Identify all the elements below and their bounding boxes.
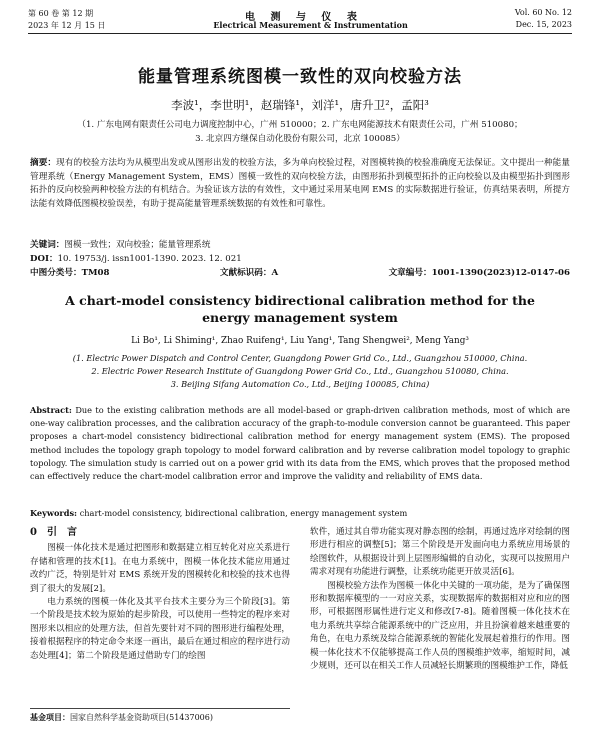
- abstract-zh: [30, 157, 570, 211]
- volume-issue-en: Vol. 60 No. 12: [514, 8, 572, 17]
- clc-label: 中图分类号：: [30, 268, 82, 278]
- affiliation-en-line: 2. Electric Power Research Institute of Guangdong Power Grid Co., Ltd., Guangzhou 510080, China.: [91, 366, 509, 376]
- keywords-en-label: Keywords:: [30, 508, 78, 518]
- body-paragraph: 图模校验方法作为图模一体化中关键的一项功能，是为了确保图形和数据库模型的一一对应关系，实现数据库的数据相对应和应的图形，可根据图形属性进行定义和修改[7-8]。随着图模一体化技术在电力系统共享综合能源系统中的广泛应用，并且扮演着越来越重要的角色，在电力系统及综合能源系统的智能化发展起着推行的作用。图模一体化技术不仅能够提高工作人员的图模维护效率，缩短时间，减少规则，还可以在相关工作人员减轻长期繁琐的图模维护工作，降低: [310, 580, 570, 672]
- clc-value: TM08: [81, 268, 110, 278]
- article-no-value: 1001-1390(2023)12-0147-06: [431, 268, 570, 278]
- journal-name-en: Electrical Measurement & Instrumentation: [213, 20, 408, 30]
- section-heading: 0 引 言: [30, 527, 77, 538]
- keywords-zh-label: 关键词：: [30, 240, 65, 250]
- clc-number: [30, 266, 109, 278]
- header-rule: [28, 33, 572, 34]
- running-header-bottom: [28, 20, 572, 31]
- keywords-zh-text: 图模一致性；双向校验；能量管理系统: [64, 240, 211, 250]
- journal-name-zh: 电 测 与 仪 表: [244, 12, 363, 23]
- doi-value: 10. 19753/j. issn1001-1390. 2023. 12. 021: [57, 254, 242, 264]
- classification-row: [30, 266, 570, 278]
- affiliation-zh-line: （1. 广东电网有限责任公司电力调度控制中心，广州 510000；2. 广东电网能源技术有限责任公司，广州 510080；: [77, 120, 523, 130]
- affiliations-zh: [30, 118, 570, 146]
- body-paragraph: 电力系统的图模一体化及其平台技术主要分为三个阶段[3]。第一个阶段是技术较为原始的起步阶段，可以使用一些特定的程序来对图形来以相应的处理方法，但首先要针对不同的图形进行编程处理，接着根据程序的特定命令来逐一画出，最后在通过相应的程序进行动态处理[4]；第二个阶段是通过借助专门的绘图: [30, 597, 290, 661]
- body-paragraph: 图模一体化技术是通过把图形和数据建立相互转化对应关系进行存储和管理的技术[1]。在电力系统中，图模一体化技术能应用通过改约广泛，特别是针对 EMS 系统开发的图模转化和校验的技术也得到了很大的发展[2]。: [30, 543, 290, 594]
- date-en: Dec. 15, 2023: [515, 20, 572, 29]
- abstract-zh-label: 摘要：: [30, 158, 57, 168]
- doc-code-value: A: [271, 268, 279, 278]
- keywords-en-text: chart-model consistency, bidirectional calibration, energy management system: [79, 508, 408, 518]
- body-column-right: [310, 526, 570, 673]
- keywords-en: [30, 508, 570, 518]
- affiliations-en: [40, 352, 560, 391]
- body-column-left: [30, 526, 290, 663]
- authors-en: Li Bo¹, Li Shiming¹, Zhao Ruifeng¹, Liu Yang¹, Tang Shengwei², Meng Yang³: [131, 336, 469, 346]
- fund-text: 国家自然科学基金资助项目(51437006): [70, 713, 213, 722]
- paper-title-zh: 能量管理系统图模一致性的双向校验方法: [138, 67, 462, 87]
- document-code: [220, 266, 278, 278]
- fund-label: 基金项目：: [30, 712, 70, 722]
- keywords-zh: [30, 238, 570, 250]
- abstract-en-text: Due to the existing calibration methods are all model-based or graph-driven calibration methods, most of which are one-way calibration processes, and the calibration accuracy of the graph-to-module conversion cannot be guaranteed. This paper proposes a chart-model consistency bidirectional calibration method for energy management system (EMS). The proposed method includes the topology graph topology to model forward calibration and by reverse calibration model topology to graphic topology. The simulation study is carried out on a power grid with its data from the EMS, which proves that the proposed method can effectively reduce the chart-model calibration error and improve the validity and reliability of EMS data.: [30, 405, 570, 482]
- article-no-label: 文章编号：: [388, 268, 432, 278]
- volume-issue-zh: 第 60 卷 第 12 期: [28, 9, 94, 18]
- date-zh: 2023 年 12 月 15 日: [28, 21, 106, 30]
- abstract-en-label: Abstract:: [30, 405, 72, 415]
- paper-title-en: A chart-model consistency bidirectional calibration method for the energy management system: [65, 293, 535, 325]
- article-number: [389, 266, 570, 278]
- authors-zh: 李波¹，李世明¹，赵瑞锋¹，刘洋¹，唐升卫²，孟阳³: [171, 98, 429, 112]
- doc-code-label: 文献标识码：: [219, 268, 272, 278]
- doi-line: [30, 252, 570, 264]
- abstract-en: [30, 404, 570, 483]
- doi-label: DOI：: [30, 254, 58, 264]
- body-paragraph: 软件，通过其自带功能实现对静态图的绘制，再通过选序对绘制的图形进行相应的调整[5]；第三个阶段是开发面向电力系统应用场景的绘图软件，从根据设计到上层图形编辑的自动化，实现可以按照用户需求对现有功能进行调整，让系统功能更开放灵活[6]。: [310, 527, 570, 578]
- affiliation-zh-line: 3. 北京四方继保自动化股份有限公司，北京 100085）: [195, 134, 405, 144]
- abstract-zh-text: 现有的校验方法均为从模型出发或从图形出发的校验方法，多为单向校验过程，对图模转换的校验准确度无法保证。文中提出一种能量管理系统（Energy Management System，EMS）图模一致性的双向校验方法，由图形拓扑到模型拓扑的正向校验以及由模型拓扑到图形拓扑的反向校验两种校验方法的有机结合。为验证该方法的有效性，文中通过采用某电网 EMS 的实际数据进行验证，仿真结果表明，所提方法能有效降低图模校验误差，有助于提高能量管理系统数据的有效性和可靠性。: [30, 158, 570, 209]
- affiliation-en-line: 3. Beijing Sifang Automation Co., Ltd., Beijing 100085, China): [170, 379, 430, 389]
- affiliation-en-line: (1. Electric Power Dispatch and Control Center, Guangdong Power Grid Co., Ltd., Guangzhou 510000, China.: [72, 353, 528, 363]
- funding-footnote: [30, 708, 290, 723]
